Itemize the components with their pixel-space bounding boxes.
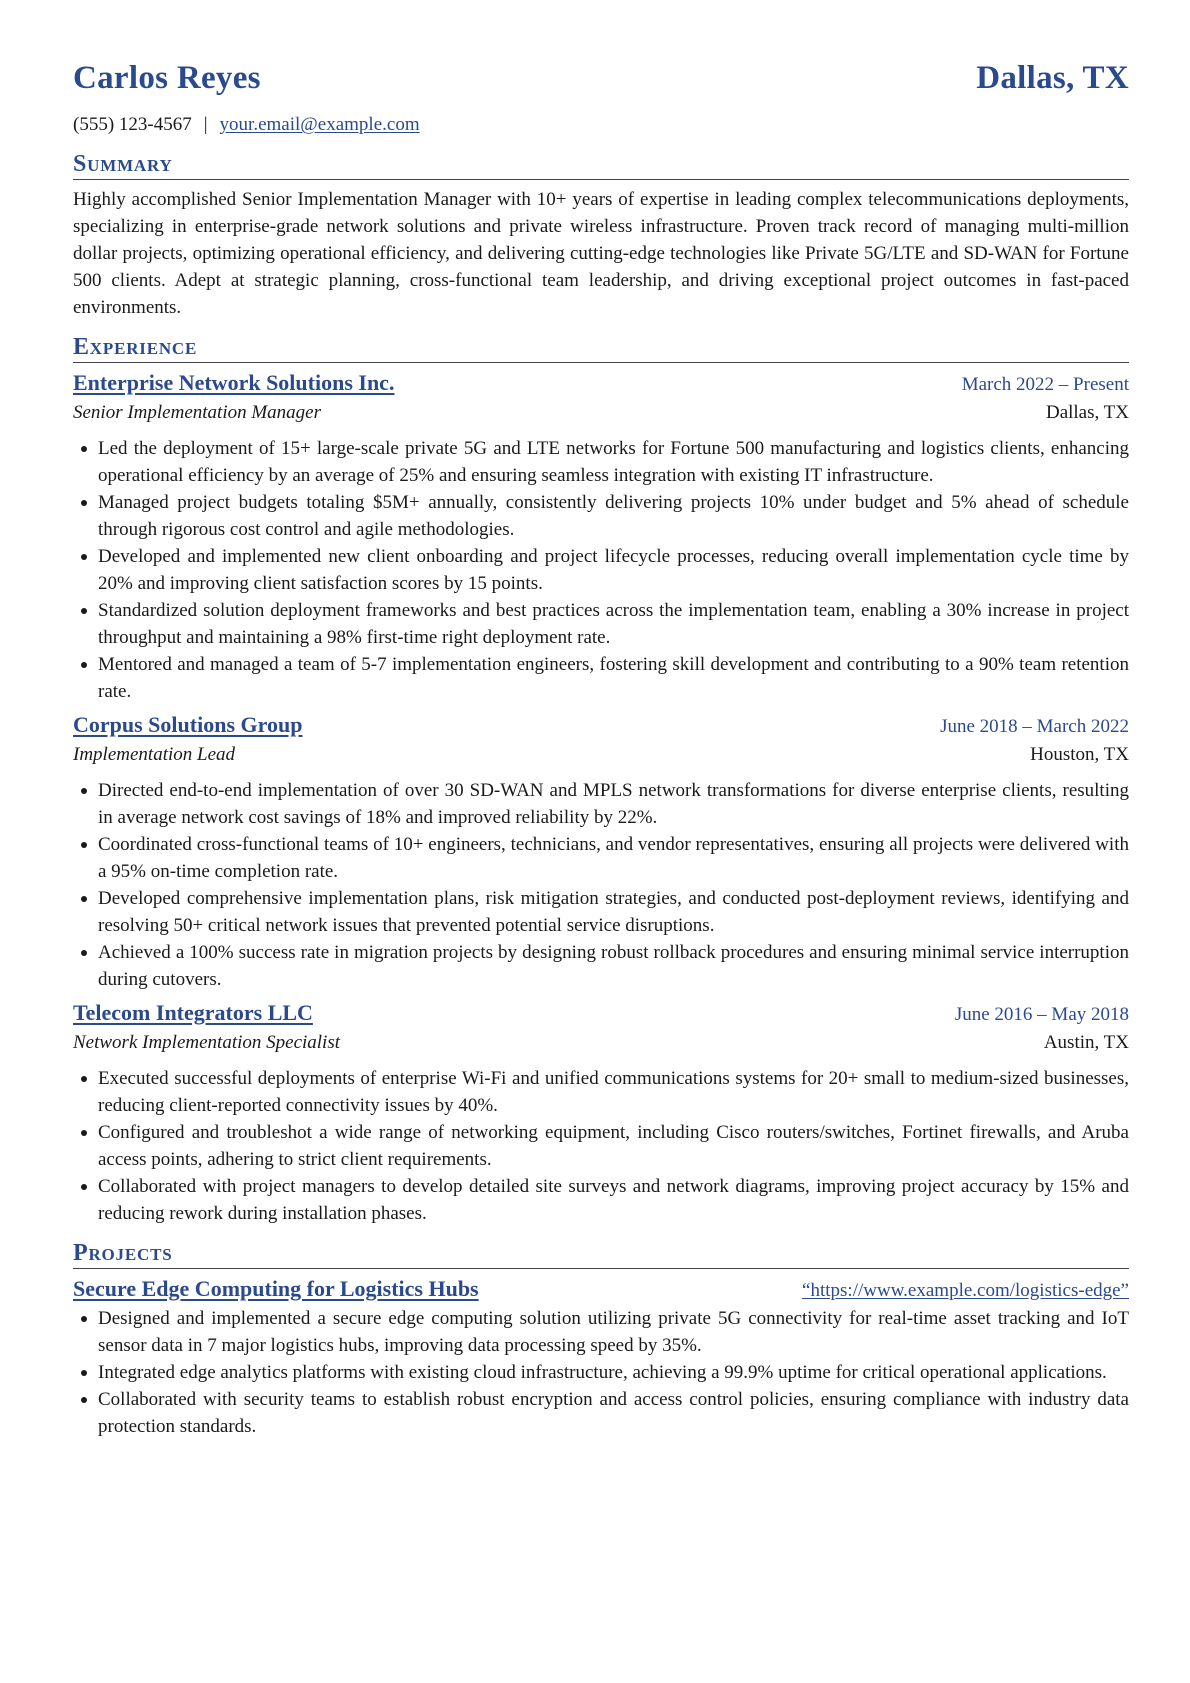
summary-text: Highly accomplished Senior Implementation Manager with 10+ years of expertise in leading complex telecommunications deployments, specializing in enterprise-grade network solutions and private wireless infrastructure. Proven track record of managing multi-million dollar projects, optimizing operational efficiency, and delivering cutting-edge technologies like Private 5G/LTE and SD-WAN for Fortune 500 clients. Adept at strategic planning, cross-functional team leadership, and driving exceptional project outcomes in fast-paced environments. — [73, 189, 1129, 318]
bullet-item: Standardized solution deployment frameworks and best practices across the implementation team, enabling a 30% increase in project throughput and maintaining a 98% first-time right deployment rate. — [98, 597, 1129, 651]
job-bullet-list — [73, 777, 1129, 993]
job-dates: June 2016 – May 2018 — [954, 1004, 1129, 1025]
bullet-item: Mentored and managed a team of 5-7 implementation engineers, fostering skill development and contributing to a 90% team retention rate. — [98, 651, 1129, 705]
job-role: Implementation Lead — [73, 744, 236, 765]
company-name-link[interactable]: Corpus Solutions Group — [73, 712, 303, 737]
bullet-item: Directed end-to-end implementation of over 30 SD-WAN and MPLS network transformations for diverse enterprise clients, resulting in average network cost savings of 18% and improved reliability by 22%. — [98, 777, 1129, 831]
job-location: Austin, TX — [1043, 1032, 1129, 1053]
resume-page — [73, 60, 1129, 1440]
project-name-link[interactable]: Secure Edge Computing for Logistics Hubs — [73, 1276, 479, 1301]
bullet-item: Integrated edge analytics platforms with existing cloud infrastructure, achieving a 99.9% uptime for critical operational applications. — [98, 1359, 1129, 1386]
project-url-link[interactable]: “https://www.example.com/logistics-edge” — [802, 1280, 1129, 1301]
bullet-item: Coordinated cross-functional teams of 10+ engineers, technicians, and vendor representatives, ensuring all projects were delivered with a 95% on-time completion rate. — [98, 831, 1129, 885]
resume-header — [73, 60, 1129, 108]
job-role: Senior Implementation Manager — [73, 402, 322, 423]
job-dates: June 2018 – March 2022 — [940, 716, 1129, 737]
project-entry — [73, 1275, 1129, 1440]
bullet-item: Led the deployment of 15+ large-scale private 5G and LTE networks for Fortune 500 manufacturing and logistics clients, enhancing operational efficiency by an average of 25% and ensuring seamless integration with existing IT infrastructure. — [98, 435, 1129, 489]
job-location: Dallas, TX — [1045, 402, 1129, 423]
phone-number: (555) 123-4567 — [73, 114, 192, 135]
job-bullet-list — [73, 1065, 1129, 1227]
company-name-link[interactable]: Telecom Integrators LLC — [73, 1000, 313, 1025]
contact-line — [73, 108, 1129, 142]
bullet-item: Achieved a 100% success rate in migration projects by designing robust rollback procedures and ensuring minimal service interruption during cutovers. — [98, 939, 1129, 993]
bullet-item: Collaborated with project managers to develop detailed site surveys and network diagrams, improving project accuracy by 15% and reducing rework during installation phases. — [98, 1173, 1129, 1227]
bullet-item: Executed successful deployments of enterprise Wi-Fi and unified communications systems for 20+ small to medium-sized businesses, reducing client-reported connectivity issues by 40%. — [98, 1065, 1129, 1119]
bullet-item: Designed and implemented a secure edge computing solution utilizing private 5G connectivity for real-time asset tracking and IoT sensor data in 7 major logistics hubs, improving data processing speed by 35%. — [98, 1305, 1129, 1359]
bullet-item: Configured and troubleshot a wide range of networking equipment, including Cisco routers/switches, Fortinet firewalls, and Aruba access points, adhering to strict client requirements. — [98, 1119, 1129, 1173]
candidate-location: Dallas, TX — [976, 60, 1129, 96]
section-title-experience: Experience — [73, 333, 1129, 363]
company-name-link[interactable]: Enterprise Network Solutions Inc. — [73, 370, 395, 395]
project-bullet-list — [73, 1305, 1129, 1440]
bullet-item: Developed and implemented new client onboarding and project lifecycle processes, reducing overall implementation cycle time by 20% and improving client satisfaction scores by 15 points. — [98, 543, 1129, 597]
contact-separator: | — [203, 114, 208, 135]
bullet-item: Developed comprehensive implementation plans, risk mitigation strategies, and conducted post-deployment reviews, identifying and resolving 50+ critical network issues that prevented potential service disruptions. — [98, 885, 1129, 939]
job-entry — [73, 999, 1129, 1227]
job-location: Houston, TX — [1030, 744, 1129, 765]
bullet-item: Managed project budgets totaling $5M+ annually, consistently delivering projects 10% under budget and 5% ahead of schedule through rigorous cost control and agile methodologies. — [98, 489, 1129, 543]
email-link[interactable]: your.email@example.com — [219, 114, 420, 135]
section-title-projects: Projects — [73, 1239, 1129, 1269]
bullet-item: Collaborated with security teams to establish robust encryption and access control policies, ensuring compliance with industry data protection standards. — [98, 1386, 1129, 1440]
job-role: Network Implementation Specialist — [73, 1032, 341, 1053]
job-dates: March 2022 – Present — [961, 374, 1129, 395]
job-entry — [73, 369, 1129, 705]
job-entry — [73, 711, 1129, 993]
candidate-name: Carlos Reyes — [73, 60, 261, 96]
section-title-summary: Summary — [73, 150, 1129, 180]
job-bullet-list — [73, 435, 1129, 705]
